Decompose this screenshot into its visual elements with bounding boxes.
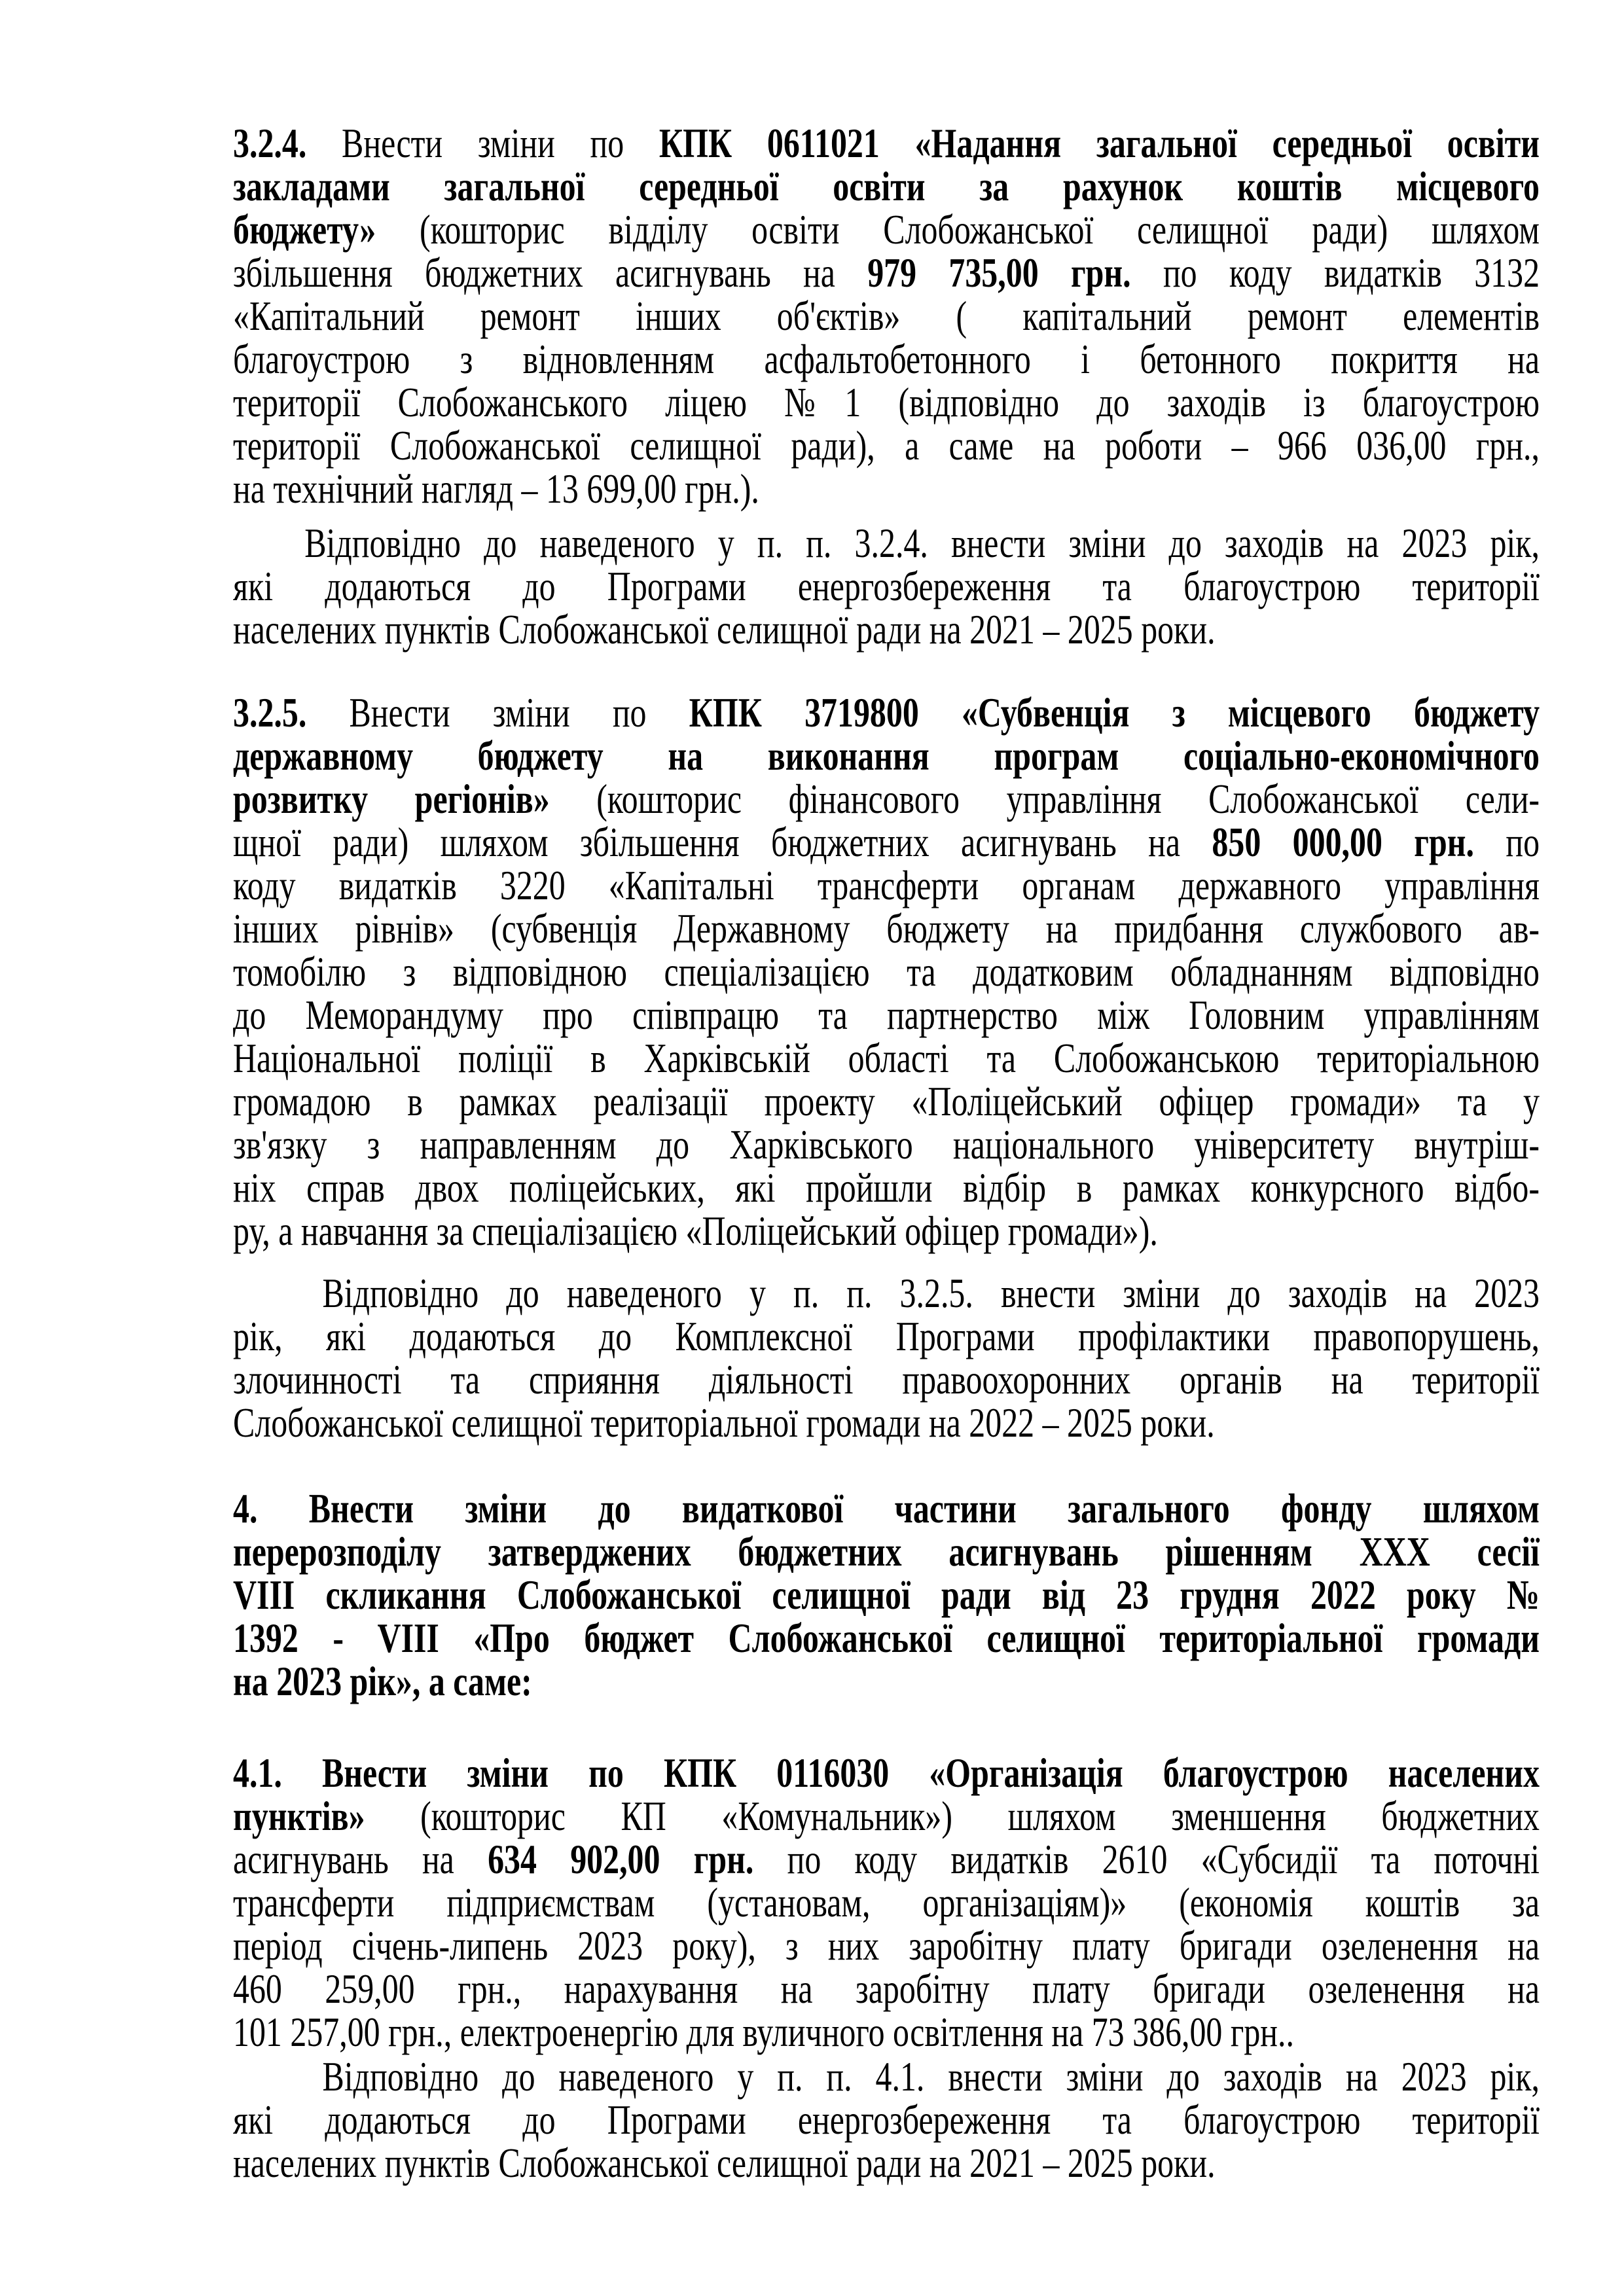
text: Відповідно до наведеного у п. п. 3.2.5. внести зміни до заходів на 2023: [322, 1270, 1540, 1316]
text: період січень-липень 2023 року), з них заробітну плату бригади озеленення на: [233, 1922, 1540, 1969]
bold-text: перерозподілу затверджених бюджетних асигнувань рішенням ХХХ сесії: [233, 1528, 1540, 1575]
bold-text: 979 735,00 грн.: [867, 249, 1131, 296]
text-line: [233, 821, 1540, 864]
text-line: [233, 1660, 1540, 1703]
text-line: [233, 1080, 1540, 1123]
text-line: [233, 251, 1540, 295]
text-line: [233, 1573, 1540, 1617]
text: Відповідно до наведеного у п. п. 4.1. внести зміни до заходів на 2023 рік,: [322, 2053, 1540, 2100]
text-line: [233, 2011, 1540, 2054]
bold-text: державному бюджету на виконання програм соціально-економічного: [233, 732, 1540, 779]
text: громадою в рамках реалізації проекту «Поліцейський офіцер громади» та у: [233, 1078, 1540, 1124]
text-line: [233, 1487, 1540, 1530]
bold-text: 634 902,00 грн.: [488, 1836, 754, 1882]
bold-text: пунктів»: [233, 1793, 365, 1839]
text-line: [233, 1358, 1540, 1401]
text: трансферти підприємствам (установам, організаціям)» (економія коштів за: [233, 1879, 1540, 1926]
text: (кошторис КП «Комунальник») шляхом зменшення бюджетних: [365, 1793, 1540, 1839]
text: населених пунктів Слобожанської селищної ради на 2021 – 2025 роки.: [233, 2140, 1216, 2186]
text-line: [233, 778, 1540, 821]
text: Слобожанської селищної територіальної громади на 2022 – 2025 роки.: [233, 1399, 1215, 1446]
text-line: [233, 1123, 1540, 1166]
text: томобілю з відповідною спеціалізацією та додатковим обладнанням відповідно: [233, 948, 1540, 995]
text-line: [233, 1401, 1540, 1444]
text: щної ради) шляхом збільшення бюджетних асигнувань на: [233, 819, 1212, 865]
text: які додаються до Програми енергозбереження та благоустрою території: [233, 563, 1540, 609]
text: по коду видатків 3132: [1130, 249, 1540, 296]
text-line: [233, 1037, 1540, 1080]
text-line: [233, 2098, 1540, 2142]
text: до Меморандуму про співпрацю та партнерство між Головним управлінням: [233, 992, 1540, 1038]
text-line: [233, 381, 1540, 424]
text-line: [233, 1166, 1540, 1210]
text: по коду видатків 2610 «Субсидії та поточні: [753, 1836, 1540, 1882]
text-line: [233, 691, 1540, 734]
text: Відповідно до наведеного у п. п. 3.2.4. внести зміни до заходів на 2023 рік,: [304, 520, 1540, 566]
text: Внести зміни по: [306, 689, 689, 736]
bold-text: 3.2.5.: [233, 689, 307, 736]
text-line: [233, 165, 1540, 208]
text: благоустрою з відновленням асфальтобетонного і бетонного покриття на: [233, 336, 1540, 382]
paragraph-3-2-4: [233, 122, 1540, 511]
bold-text: закладами загальної середньої освіти за рахунок коштів місцевого: [233, 163, 1540, 209]
text-line: [233, 338, 1540, 381]
text-line: [233, 1272, 1540, 1315]
bold-text: розвитку регіонів»: [233, 776, 550, 822]
paragraph-4: [233, 1487, 1540, 1703]
text: території Слобожанської селищної ради), а саме на роботи – 966 036,00 грн.,: [233, 422, 1540, 469]
text: 460 259,00 грн., нарахування на заробітну плату бригади озеленення на: [233, 1965, 1540, 2012]
bold-text: бюджету»: [233, 206, 376, 253]
text-line: [233, 1751, 1540, 1795]
text-line: [233, 424, 1540, 467]
text-line: [233, 1795, 1540, 1838]
text: асигнувань на: [233, 1836, 488, 1882]
text-line: [233, 608, 1540, 651]
text-line: [233, 1924, 1540, 1967]
paragraph-4-1: [233, 1751, 1540, 2054]
text-line: [233, 907, 1540, 950]
text: збільшення бюджетних асигнувань на: [233, 249, 868, 296]
text-line: [233, 864, 1540, 907]
bold-text: на 2023 рік», а саме:: [233, 1658, 532, 1704]
text-line: [233, 1210, 1540, 1253]
bold-text: 850 000,00 грн.: [1212, 819, 1474, 865]
text-line: [233, 208, 1540, 251]
bold-text: КПК 0611021 «Надання загальної середньої освіти: [659, 120, 1540, 166]
bold-text: 4.1. Внести зміни по КПК 0116030 «Організація благоустрою населених: [233, 1749, 1540, 1796]
text: території Слобожанського ліцею №1 (відповідно до заходів із благоустрою: [233, 379, 1540, 425]
text-line: [233, 1617, 1540, 1660]
text: злочинності та сприяння діяльності правоохоронних органів на території: [233, 1356, 1540, 1403]
text: коду видатків 3220 «Капітальні трансферти органам державного управління: [233, 862, 1540, 908]
text-line: [233, 734, 1540, 778]
text-line: [233, 467, 1540, 511]
bold-text: VIII скликання Слобожанської селищної ради від 23 грудня 2022 року №: [233, 1571, 1540, 1618]
text-line: [233, 1967, 1540, 2011]
text: (кошторис фінансового управління Слобожанської сели-: [549, 776, 1540, 822]
text: ру, а навчання за спеціалізацією «Поліцейський офіцер громади»).: [233, 1208, 1158, 1254]
bold-text: КПК 3719800 «Субвенція з місцевого бюджету: [689, 689, 1540, 736]
paragraph-3-2-5-note: [233, 1272, 1540, 1444]
text-line: [233, 565, 1540, 608]
text: Національної поліції в Харківській області та Слобожанською територіальною: [233, 1035, 1540, 1081]
text: «Капітальний ремонт інших об'єктів» ( капітальний ремонт елементів: [233, 293, 1540, 339]
text-line: [233, 1881, 1540, 1924]
bold-text: 4. Внести зміни до видаткової частини загального фонду шляхом: [233, 1485, 1540, 1532]
text-line: [233, 1530, 1540, 1573]
paragraph-3-2-4-note: [233, 522, 1540, 651]
bold-text: 3.2.4.: [233, 120, 307, 166]
text: (кошторис відділу освіти Слобожанської селищної ради) шляхом: [376, 206, 1540, 253]
text-line: [233, 950, 1540, 994]
text-line: [233, 994, 1540, 1037]
text: інших рівнів» (субвенція Державному бюджету на придбання службового ав-: [233, 905, 1540, 952]
text: зв'язку з направленням до Харківського національного університету внутріш-: [233, 1121, 1540, 1168]
text-line: [233, 2055, 1540, 2098]
bold-text: 1392 - VIII «Про бюджет Слобожанської селищної територіальної громади: [233, 1615, 1540, 1661]
text-line: [233, 122, 1540, 165]
paragraph-3-2-5: [233, 691, 1540, 1253]
text: які додаються до Програми енергозбереження та благоустрою території: [233, 2096, 1540, 2143]
text: ніх справ двох поліцейських, які пройшли відбір в рамках конкурсного відбо-: [233, 1164, 1540, 1211]
text-line: [233, 522, 1540, 565]
text: населених пунктів Слобожанської селищної ради на 2021 – 2025 роки.: [233, 606, 1216, 653]
paragraph-4-1-note: [233, 2055, 1540, 2185]
text: 101 257,00 грн., електроенергію для вуличного освітлення на 73 386,00 грн..: [233, 2009, 1294, 2055]
text: Внести зміни по: [306, 120, 659, 166]
text-line: [233, 2142, 1540, 2185]
text: по: [1473, 819, 1540, 865]
text-line: [233, 295, 1540, 338]
text: на технічний нагляд – 13 699,00 грн.).: [233, 465, 759, 512]
text-line: [233, 1315, 1540, 1358]
text: рік, які додаються до Комплексної Програми профілактики правопорушень,: [233, 1313, 1540, 1359]
text-line: [233, 1838, 1540, 1881]
